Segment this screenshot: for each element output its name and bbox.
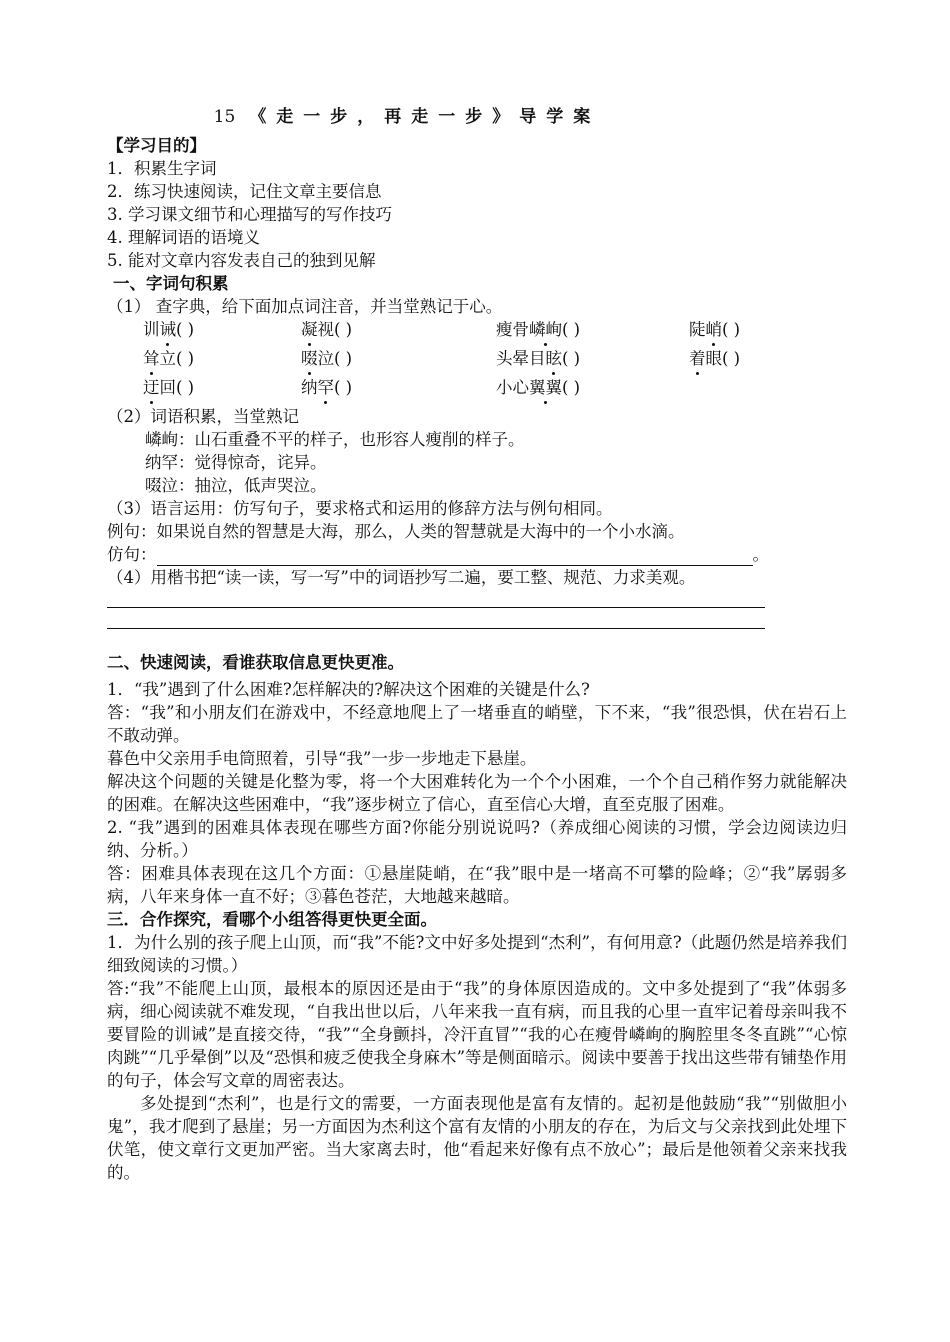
objectives-heading: 【学习目的】 — [107, 136, 206, 155]
section1-q4: （4）用楷书把“读一读，写一写”中的词语抄写二遍，要工整、规范、力求美观。 — [107, 568, 696, 587]
section2-q2: 2. “我”遇到的困难具体表现在哪些方面?你能分别说说吗?（养成细心阅读的习惯，学会边阅读边归纳、分析。） — [107, 818, 847, 860]
objective-item: 5. 能对文章内容发表自己的独到见解 — [107, 251, 376, 270]
section3-heading: 三．合作探究，看哪个小组答得更快更全面。 — [107, 910, 437, 929]
lesson-title: 《走一步，再走一步》导学案 — [249, 107, 601, 127]
vocab-item: 凝视( ) — [301, 320, 353, 339]
vocab-item: 迂回( ) — [143, 378, 195, 397]
definition: 啜泣：抽泣，低声哭泣。 — [145, 476, 327, 495]
copy-answer-blank[interactable] — [107, 610, 765, 629]
vocab-item: 头晕目眩( ) — [496, 349, 581, 368]
imitation-line: 仿句： 。 — [107, 545, 769, 564]
vocab-item: 纳罕( ) — [301, 378, 353, 397]
section1-heading: 一、字词句积累 — [113, 274, 229, 293]
section2-heading: 二、快速阅读，看谁获取信息更快更准。 — [107, 653, 404, 672]
section1-q3: （3）语言运用：仿写句子，要求格式和运用的修辞方法与例句相同。 — [107, 499, 613, 518]
vocab-item: 耸立( ) — [143, 349, 195, 368]
vocab-item: 训诫( ) — [143, 320, 195, 339]
lesson-number: 15 — [213, 107, 236, 127]
vocab-item: 瘦骨嶙峋( ) — [496, 320, 581, 339]
objective-item: 3. 学习课文细节和心理描写的写作技巧 — [107, 205, 392, 224]
vocab-item: 小心翼翼( ) — [496, 378, 581, 397]
answer-paragraph: 答：“我”和小朋友们在游戏中，不经意地爬上了一堵垂直的峭壁，下不来，“我”很恐惧，伏在岩石上不敢动弹。 — [107, 703, 847, 745]
vocab-item: 着眼( ) — [689, 349, 741, 368]
vocab-item: 啜泣( ) — [301, 349, 353, 368]
answer-paragraph: 解决这个问题的关键是化整为零，将一个大困难转化为一个个小困难，一个个自己稍作努力就能解决的困难。在解决这些困难中，“我”逐步树立了信心，直至信心大增，直至克服了困难。 — [107, 772, 847, 814]
copy-answer-blank[interactable] — [107, 589, 765, 608]
imitation-answer-blank[interactable] — [157, 547, 753, 566]
objective-item: 1．积累生字词 — [107, 159, 217, 178]
section2-q1: 1．“我”遇到了什么困难?怎样解决的?解决这个困难的关键是什么? — [107, 680, 590, 699]
objective-item: 2．练习快速阅读，记住文章主要信息 — [107, 182, 382, 201]
objective-item: 4. 理解词语的语境义 — [107, 228, 260, 247]
pinyin-row — [107, 318, 847, 347]
pinyin-row — [107, 376, 847, 405]
definition: 嶙峋：山石重叠不平的样子，也形容人瘦削的样子。 — [145, 430, 525, 449]
answer-paragraph: 答：困难具体表现在这几个方面：①悬崖陡峭，在“我”眼中是一堵高不可攀的险峰；②“我”孱弱多病，八年来身体一直不好；③暮色苍茫，大地越来越暗。 — [107, 864, 847, 906]
answer-paragraph: 多处提到“杰利”，也是行文的需要，一方面表现他是富有友情的。起初是他鼓励“我”“别做胆小鬼”，我才爬到了悬崖；另一方面因为杰利这个富有友情的小朋友的存在，为后文与父亲找到此处埋下伏笔，使文章行文更加严密。当大家离去时，他“看起来好像有点不放心”；最后是他领着父亲来找我的。 — [107, 1094, 847, 1182]
section1-q1: （1） 查字典，给下面加点词注音，并当堂熟记于心。 — [107, 297, 503, 316]
answer-paragraph: 答:“我”不能爬上山顶，最根本的原因还是由于“我”的身体原因造成的。文中多处提到了“我”体弱多病，细心阅读就不难发现，“自我出世以后，八年来我一直有病，而且我的心里一直牢记着母亲叫我不要冒险的训诫”是直接交待，“我”“全身颤抖，冷汗直冒”“我的心在瘦骨嶙峋的胸腔里冬冬直跳”“心惊肉跳”“几乎晕倒”以及“恐惧和疲乏使我全身麻木”等是侧面暗示。阅读中要善于找出这些带有铺垫作用的句子，体会写文章的周密表达。 — [107, 979, 847, 1090]
page-title — [0, 100, 847, 134]
definition: 纳罕：觉得惊奇，诧异。 — [145, 453, 327, 472]
vocab-item: 陡峭( ) — [689, 320, 741, 339]
example-sentence: 例句：如果说自然的智慧是大海，那么，人类的智慧就是大海中的一个小水滴。 — [107, 522, 685, 541]
pinyin-row — [107, 347, 847, 376]
section1-q2: （2）词语积累，当堂熟记 — [107, 407, 299, 426]
section3-q1: 1．为什么别的孩子爬上山顶，而“我”不能?文中好多处提到“杰利”，有何用意?（此题仍然是培养我们细致阅读的习惯。） — [107, 933, 847, 975]
answer-paragraph: 暮色中父亲用手电筒照着，引导“我”一步一步地走下悬崖。 — [107, 749, 537, 768]
worksheet-page — [107, 100, 847, 1184]
